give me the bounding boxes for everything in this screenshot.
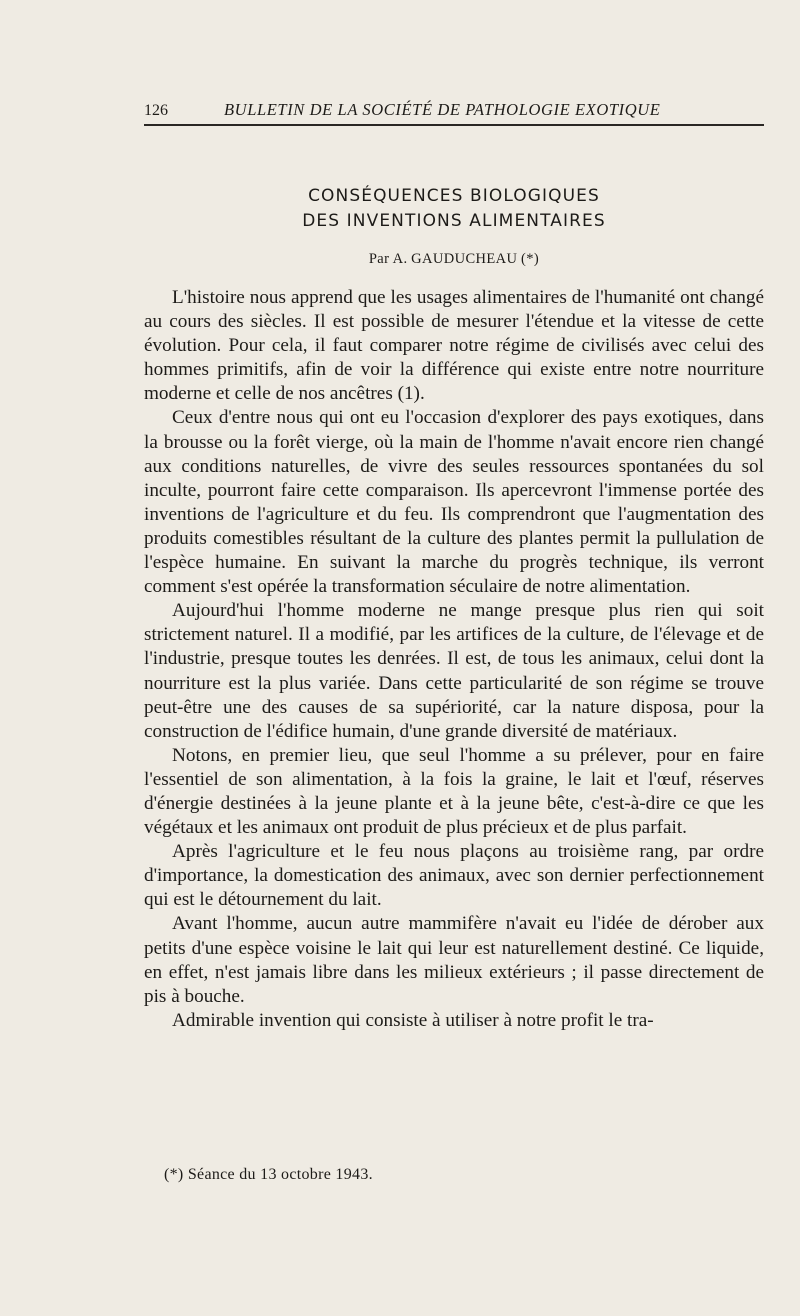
page-number: 126 — [144, 102, 168, 119]
byline-prefix: Par A. — [368, 251, 408, 267]
paragraph-3: Aujourd'hui l'homme moderne ne mange presque plus rien qui soit strictement naturel. Il a modifié, par les artifices de la culture, de l'élevage et de l'industrie, presque toutes les denrées. Il est, de tous les animaux, celui dont la nourriture est la plus variée. Dans cette particularité de son régime se trouve peut-être une des causes de sa supériorité, car la nature disposa, pour la construction de l'édifice humain, d'une grande diversité de matériaux. — [144, 600, 764, 742]
article-title — [144, 184, 764, 234]
footnote-mark: (*) — [521, 251, 540, 267]
paragraph-4: Notons, en premier lieu, que seul l'homme a su prélever, pour en faire l'essentiel de son alimentation, à la fois la graine, le lait et l'œuf, réserves d'énergie destinées à la jeune plante et à la jeune bête, c'est-à-dire ce que les végétaux et les animaux ont produit de plus précieux et de plus parfait. — [144, 744, 764, 839]
paragraph-6: Avant l'homme, aucun autre mammifère n'avait eu l'idée de dérober aux petits d'une espèce voisine le lait qui leur est naturellement destiné. Ce liquide, en effet, n'est jamais libre dans les milieux extérieurs ; il passe directement de pis à bouche. — [144, 913, 764, 1007]
journal-title: BULLETIN DE LA SOCIÉTÉ DE PATHOLOGIE EXOTIQUE — [224, 100, 661, 119]
article-body — [144, 286, 764, 1033]
paragraph-7: Admirable invention qui consiste à utiliser à notre profit le tra- — [172, 1009, 654, 1031]
running-head — [144, 100, 764, 122]
header-rule — [144, 124, 764, 126]
paragraph-5: Après l'agriculture et le feu nous plaçons au troisième rang, par ordre d'importance, la domestication des animaux, avec son dernier perfectionnement qui est le détournement du lait. — [144, 841, 764, 911]
paragraph-2: Ceux d'entre nous qui ont eu l'occasion d'explorer des pays exotiques, dans la brousse ou la forêt vierge, où la main de l'homme n'avait encore rien changé aux conditions naturelles, de vivre des seules ressources spontanées du sol inculte, pourront faire cette comparaison. Ils apercevront l'immense portée des inventions de l'agriculture et du feu. Ils comprendront que l'augmentation des produits comestibles résultant de la culture des plantes permit la pullulation de l'espèce humaine. En suivant la marche du progrès technique, ils verront comment s'est opérée la transformation séculaire de notre alimentation. — [144, 407, 764, 598]
title-line-2: DES INVENTIONS ALIMENTAIRES — [302, 211, 606, 231]
title-line-1: CONSÉQUENCES BIOLOGIQUES — [308, 186, 600, 206]
footnote: (*) Séance du 13 octobre 1943. — [164, 1166, 373, 1183]
paragraph-1: L'histoire nous apprend que les usages alimentaires de l'humanité ont changé au cours des siècles. Il est possible de mesurer l'étendue et la vitesse de cette évolution. Pour cela, il faut comparer notre régime de civilisés avec celui des hommes primitifs, afin de voir la différence qui existe entre notre nourriture moderne et celle de nos ancêtres (1). — [144, 287, 764, 405]
byline — [144, 251, 764, 268]
author-name: GAUDUCHEAU — [411, 251, 518, 267]
